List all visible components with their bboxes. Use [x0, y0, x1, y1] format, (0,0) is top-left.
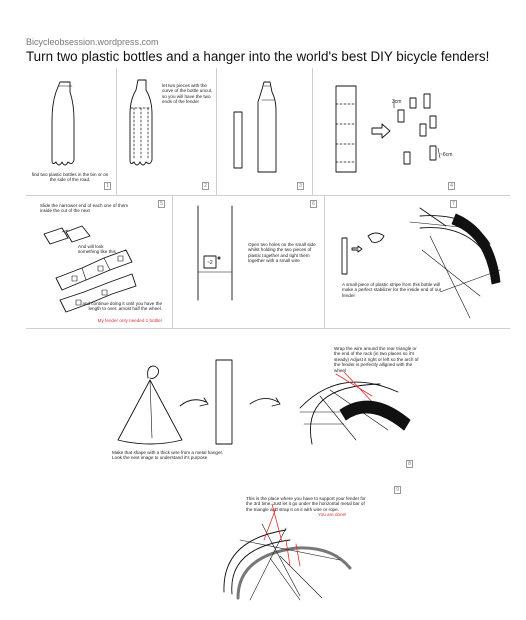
step-1-caption: find two plastic bottles in the bin or on the side of the road.	[31, 172, 109, 183]
step-4-number: 4	[448, 182, 455, 190]
step-5-caption-b: And will look something like this	[78, 244, 116, 255]
site-url: Bicycleobsession.wordpress.com	[26, 37, 159, 47]
step-7-caption: A small piece of plastic stripe from this bottle will make a perfect stabilizer for the inside end of our fender	[342, 282, 442, 298]
step-5-caption-a: Slide the narrower end of each one of them inside the cut of the next	[40, 203, 129, 214]
measure-label-3cm: 3cm	[392, 99, 402, 105]
svg-text:~2: ~2	[207, 260, 213, 266]
step-3-number: 3	[297, 182, 304, 190]
step-8-caption: Make that shape with a thick wire from a metal hanger. Look the next image to understand it's purpose	[112, 450, 224, 461]
step-1-number: 1	[104, 182, 111, 190]
step-10-number: 9	[394, 486, 401, 494]
step-7-number: 7	[450, 200, 457, 208]
step-6-number: 6	[310, 200, 317, 208]
step-10-caption: This is the place where you have to support your fender for the 3rd time. Just let it go under the horizontal metal bar of the triangle and strap it on it with wire or rope.	[246, 496, 366, 512]
step-5-caption-c: and continue doing it until you have the length to over, amost half the wheel.	[82, 301, 162, 312]
step-2-number: 2	[202, 182, 209, 190]
step-9-number: 8	[406, 460, 413, 468]
measure-label-6cm: ~6cm	[440, 152, 453, 158]
step-9-caption: Wrap the wire around the rear triangle or the end of the rack (in two places so it's steady) Adjust it right or left so the arch of the fender is perfectly alligned with the wheel	[334, 346, 419, 373]
step-2-caption: let two pieces with the curve of the bottle uncut, so you will have the two ends of the fender	[162, 83, 213, 105]
step-10-done: You are done!	[318, 512, 347, 517]
page-title: Turn two plastic bottles and a hanger into the world's best DIY bicycle fenders!	[26, 49, 490, 64]
step-6-caption: Open two holes on the small side whilst holding the two pieces of plastic together and tight them together with a small wire	[248, 242, 316, 264]
step-5-number: 5	[158, 200, 165, 208]
step-5-note: My fender only needed 1 bottle!	[97, 318, 162, 323]
